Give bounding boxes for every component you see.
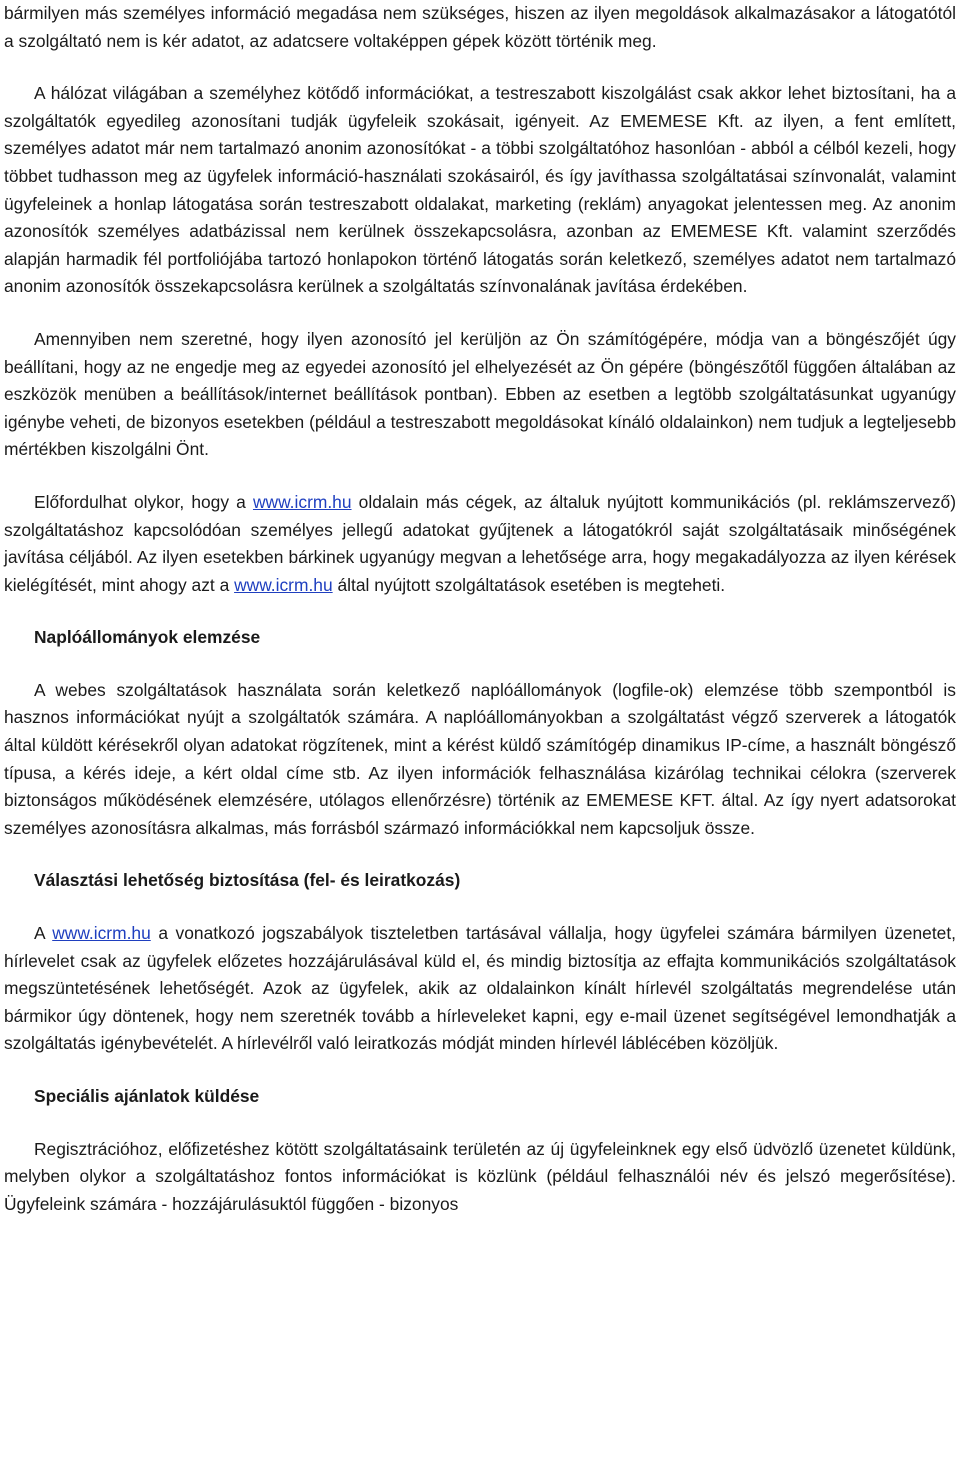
icrm-link-2[interactable]: www.icrm.hu <box>234 574 333 595</box>
heading-special-offers: Speciális ajánlatok küldése <box>34 1086 260 1106</box>
paragraph-log-analysis: A webes szolgáltatások használata során keletkező naplóállományok (logfile-ok) elemzése több szempontból is hasznos információkat nyújt a szolgáltatók számára. A naplóállományokban a szolgáltatást végző szerverek a látogatók által küldött kérésekről olyan adatokat rögzítenek, mint a kérést küldő számítógép dinamikus IP-címe, a használt böngésző típusa, a kérés ideje, a kért oldal címe stb. Az ilyen információk felhasználása kizárólag technikai célokra (szerverek biztonságos működésének elemzésére, utólagos ellenőrzésre) történik az EMEMESE KFT. által. Az így nyert adatsorokat személyes azonosításra alkalmas, más forrásból származó információkkal nem kapcsoljuk össze. <box>4 679 956 838</box>
paragraph-browser-settings: Amennyiben nem szeretné, hogy ilyen azonosító jel kerüljön az Ön számítógépére, módja van a böngészőjét úgy beállítani, hogy az ne engedje meg az egyedei azonosító jel elhelyezését az Ön gépére (böngészőtől függően általában az eszközök menüben a beállítások/internet beállítások pontban). Ebben az esetben a legtöbb szolgáltatásunkat ugyanúgy igénybe veheti, de bizonyos esetekben (például a testreszabott megoldásokat kínáló oldalainkon) nem tudjuk a legteljesebb mértékben kiszolgálni Önt. <box>4 328 956 460</box>
paragraph-third-party-text-2: oldalain más cégek, az általuk nyújtott kommunikációs (pl. reklámszervező) szolgáltatáshoz kapcsolódóan személyes jellegű adatokat gyűjtenek a látogatókról saját szolgáltatásaik minőségének javítása céljából. Az ilyen esetekben bárkinek ugyanúgy megvan a lehetősége arra, hogy megakadályozza az ilyen kérések kielégítését, mint ahogy azt a <box>4 491 956 595</box>
heading-subscription-choice: Választási lehetőség biztosítása (fel- és leiratkozás) <box>34 870 461 891</box>
paragraph-third-party <box>4 489 956 599</box>
heading-log-analysis: Naplóállományok elemzése <box>34 627 261 648</box>
icrm-link[interactable]: www.icrm.hu <box>252 491 352 512</box>
paragraph-subscription-text-2: a vonatkozó jogszabályok tiszteletben tartásával vállalja, hogy ügyfelei számára bármilyen üzenetet, hírlevelet csak az ügyfelek előzetes hozzájárulásával küld el, és mindig biztosítja az effajta kommunikációs szolgáltatások megszüntetésének lehetőségét. Azok az ügyfelek, akik az oldalainkon kínált hírlevél szolgáltatás megrendelése után bármikor úgy döntenek, hogy nem szeretnék tovább a hírleveleket kapni, egy e-mail üzenet segítségével lemondhatják a szolgáltatás igénybevételét. A hírlevélről való leiratkozás módját minden hírlevél láblécében közöljük. <box>4 923 956 1054</box>
paragraph-subscription-text-1: A <box>34 923 53 944</box>
paragraph-identification: A hálózat világában a személyhez kötődő információkat, a testreszabott kiszolgálást csak akkor lehet biztosítani, ha a szolgáltatók egyedileg azonosítani tudják ügyfeleik szokásait, igényeit. Az EMEMESE Kft. az ilyen, a fent említett, személyes adatot már nem tartalmazó anonim azonosítókat - a többi szolgáltatóhoz hasonlóan - abból a célból kezeli, hogy többet tudhasson meg az ügyfelek információ-használati szokásairól, és így javíthassa szolgáltatásai színvonalát, valamint ügyfeleinek a honlap látogatása során testreszabott oldalakat, marketing (reklám) anyagokat jelentessen meg. Az anonim azonosítók személyes adatbázissal nem kerülnek összekapcsolásra, azonban az EMEMESE Kft. valamint szerződés alapján harmadik fél portfoliójába tartozó honlapokon történő látogatás során keletkező, személyes adatot nem tartalmazó anonim azonosítók összekapcsolásra kerülnek a szolgáltatás színvonalának javítása érdekében. <box>4 83 956 297</box>
icrm-link-3[interactable]: www.icrm.hu <box>52 923 151 944</box>
paragraph-subscription <box>4 920 956 1058</box>
paragraph-special-offers: Regisztrációhoz, előfizetéshez kötött szolgáltatásaink területén az új ügyfeleinknek egy első üdvözlő üzenetet küldünk, melyben olykor a szolgáltatáshoz fontos információkat is közlünk (például felhasználói név és jelszó megerősítése). Ügyfeleink számára - hozzájárulásuktól függően - bizonyos <box>4 1138 956 1214</box>
document-page <box>4 0 956 1218</box>
paragraph-third-party-text-3: által nyújtott szolgáltatások esetében is megteheti. <box>332 574 726 595</box>
paragraph-intro-continuation: bármilyen más személyes információ megadása nem szükséges, hiszen az ilyen megoldások alkalmazásakor a látogatótól a szolgáltató nem is kér adatot, az adatcsere voltaképpen gépek között történik meg. <box>4 3 956 51</box>
paragraph-third-party-text-1: Előfordulhat olykor, hogy a <box>34 491 253 512</box>
